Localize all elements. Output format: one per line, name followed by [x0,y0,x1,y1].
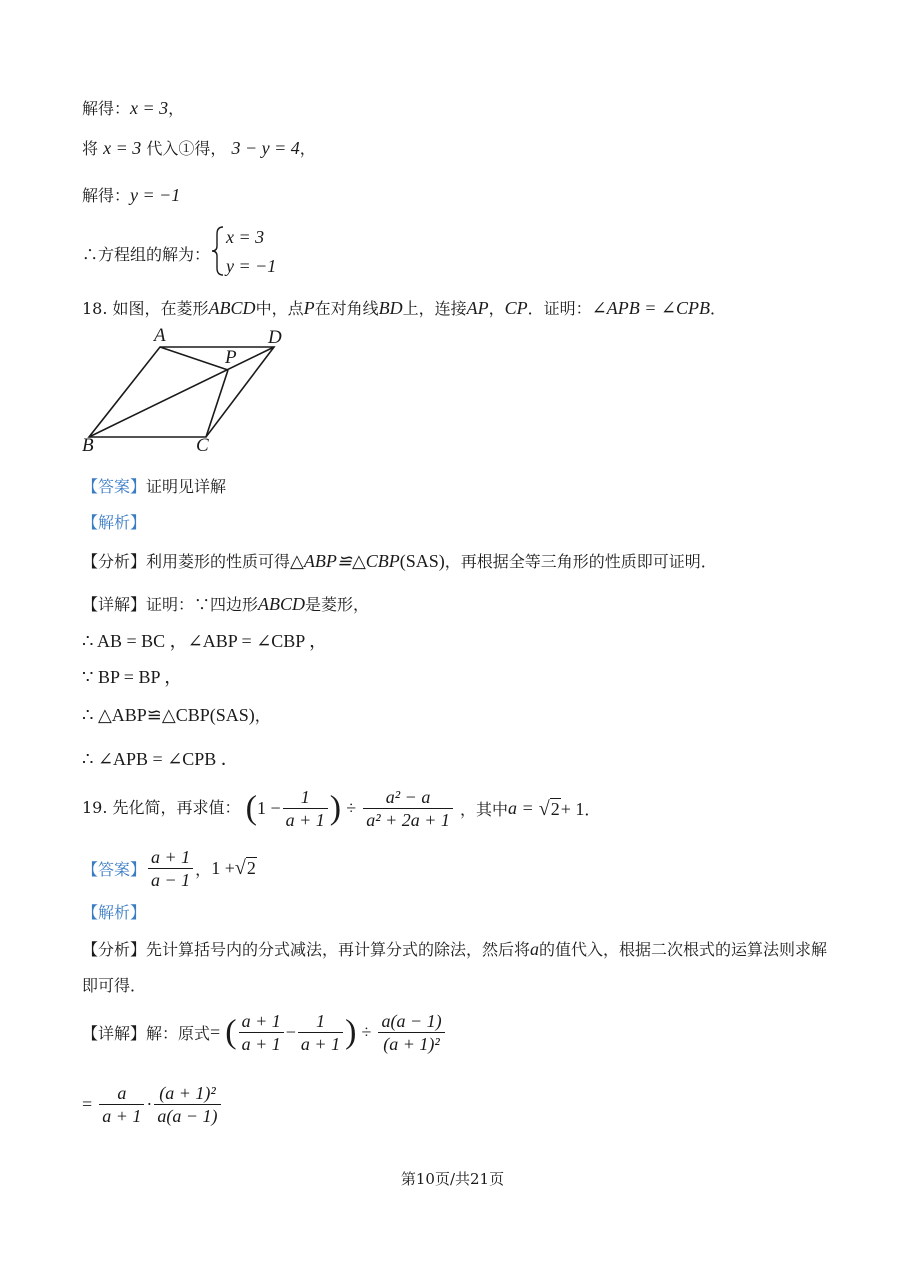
circled-one: ① [178,139,195,158]
paren: ) [329,789,342,827]
math: AP [466,298,489,318]
numerator: 1 [283,786,328,809]
label-a: A [154,325,166,346]
math: a = [508,798,534,818]
q19-analysis-tag: 【解析】 [82,903,147,922]
text: ， [299,139,316,158]
text: 是菱形， [305,595,370,614]
xiangjie-tag: 【详解】 [82,595,147,614]
sqrt-icon: √ [538,797,550,820]
math: x = 3 [103,138,142,158]
fenxi-tag: 【分析】 [82,940,147,959]
question-number: 19. [82,798,108,817]
fraction [283,786,328,831]
paren: ) [345,1013,357,1051]
paren: ( [245,789,257,827]
q18-fenxi [82,549,717,572]
minus: − [285,1022,296,1042]
q19-xiangjie-step2 [82,1082,223,1127]
answer-text: 证明见详解 [146,477,227,496]
fraction [154,1082,220,1127]
divide: ÷ [361,1022,372,1042]
text: 解得： [82,99,131,118]
question-18 [82,296,726,319]
q18-step4: ∴ ∠APB = ∠CPB ． [82,749,239,769]
q18-xiangjie [82,592,369,615]
rhombus-diagram [80,325,300,460]
denominator: a + 1 [102,1106,142,1126]
math: 3 − y = 4 [231,138,300,158]
q19-fenxi-line2: 即可得． [82,976,147,995]
denominator: a + 1 [285,810,325,830]
math: △ABP≌△CBP [290,551,400,571]
denominator: a(a − 1) [157,1106,218,1126]
multiply-dot: · [146,1094,153,1114]
numerator: a [99,1082,144,1105]
fraction [378,1010,444,1055]
text: 的值代入，根据二次根式的运算法则求解 [539,940,828,959]
label-d: D [268,327,282,348]
q19-xiangjie-step1 [82,1010,447,1055]
diagonal-bd [89,347,274,437]
q18-analysis-tag: 【解析】 [82,513,147,532]
segment-cp [206,370,228,437]
fraction [363,786,453,831]
radicand: 2 [246,858,256,878]
denominator: a + 1 [241,1034,281,1054]
label-b: B [82,435,94,456]
text: ． [584,799,601,819]
text: 解得： [82,186,131,205]
math: x = 3 [130,98,169,118]
denominator: a² + 2a + 1 [366,810,450,830]
equals: = [82,1094,93,1114]
q18-step3 [82,703,271,726]
text: 利用菱形的性质可得 [146,552,291,571]
system-top: x = 3 [226,227,265,247]
denominator: (a + 1)² [383,1034,440,1054]
math: (SAS) [399,551,445,571]
text: ．证明： [527,299,592,318]
question-number: 18. [82,299,108,318]
q18-answer [82,474,226,497]
numerator: a² − a [363,786,453,809]
numerator: 1 [298,1010,343,1033]
text: 将 [82,139,99,158]
label-p: P [225,347,237,368]
divide: ÷ [346,798,357,818]
fraction [99,1082,144,1127]
denominator: a − 1 [151,870,191,890]
q19-answer [82,846,257,891]
text: 代入 [146,139,179,158]
q19-fenxi-line1 [82,937,827,960]
math: (SAS) [209,705,255,725]
sqrt-expr [538,797,601,820]
math: ∠APB = ∠CPB [591,298,710,318]
question-19 [82,786,600,831]
math: BD [378,298,403,318]
page-footer: 第10页/共21页 [400,1170,505,1188]
text: 在对角线 [314,299,379,318]
answer-tag: 【答案】 [82,860,147,879]
equals: = [210,1022,221,1042]
fenxi-tag: 【分析】 [82,552,147,571]
text: 解：原式 [146,1024,211,1043]
text: ． [709,299,726,318]
text: 证明：∵四边形 [146,595,259,614]
text: ， [488,299,505,318]
paren: ( [225,1013,237,1051]
system-bottom: y = −1 [226,256,277,276]
text: ， [195,860,212,879]
rhombus-lines [89,347,274,437]
text: 上，连接 [402,299,467,318]
q18-step1: ∴ AB = BC ，∠ABP = ∠CBP ， [82,631,328,651]
numerator: a(a − 1) [378,1010,444,1033]
sqrt-icon: √ [234,857,246,879]
numerator: (a + 1)² [154,1082,220,1105]
math: 1 + [211,858,235,878]
math: ABCD [208,298,256,318]
xiangjie-tag: 【详解】 [82,1024,147,1043]
q18-step2: ∵ BP = BP ， [82,667,183,687]
radicand: 2 [550,798,560,819]
text: ，再根据全等三角形的性质即可证明． [444,552,717,571]
math: + 1 [560,798,585,819]
numerator: a + 1 [239,1010,284,1033]
text: 先化简，再求值： [112,798,241,817]
text: 如图，在菱形 [112,299,209,318]
text: ，其中 [460,800,509,819]
text: 先计算括号内的分式减法，再计算分式的除法，然后将 [146,940,531,959]
math: 1 − [256,798,281,818]
math: CP [504,298,528,318]
text: ， [254,706,271,725]
fraction [298,1010,343,1055]
solve-x-line [82,96,184,119]
numerator: a + 1 [148,846,193,869]
sqrt-expr [235,859,257,878]
text: 中，点 [255,299,304,318]
brace-icon [211,226,225,276]
math: ABCD [258,594,306,614]
fraction [239,1010,284,1055]
fraction [148,846,193,891]
system-solution-label: ∴方程组的解为： [82,245,211,264]
math: ∴ △ABP≌△CBP [82,705,210,725]
rhombus-figure [80,325,300,464]
denominator: a + 1 [300,1034,341,1054]
text: ， [168,99,185,118]
math: a [530,939,540,959]
substitute-line [82,136,316,159]
label-c: C [196,435,209,456]
solve-y-line [82,183,180,206]
math: y = −1 [130,185,181,205]
segment-ap [160,347,228,370]
text: 得， [194,139,227,158]
math: P [303,298,315,318]
answer-tag: 【答案】 [82,477,147,496]
